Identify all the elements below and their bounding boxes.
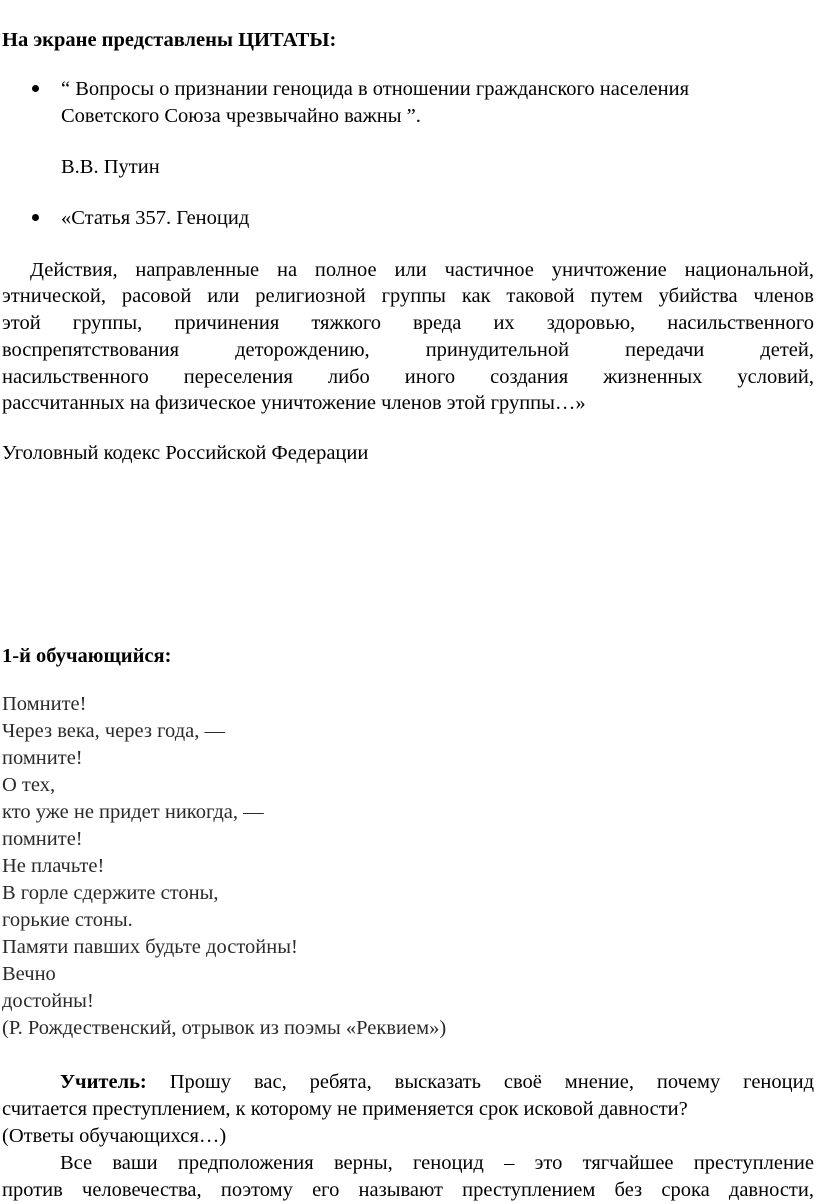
teacher-line [2,1069,814,1096]
teacher-line: считается преступлением, к которому не применяется срок исковой давности? [2,1098,688,1120]
quote2-body-line: этой группы, причинения тяжкого вреда их здоровью, насильственного [2,312,814,334]
quote2-body-line: насильственного переселения либо иного создания жизненных условий, [2,366,814,388]
poem-line: Через века, через года, — [2,720,225,742]
poem-line: Помните! [2,693,87,715]
poem-line: помните! [2,747,83,769]
poem-line: помните! [2,828,83,850]
teacher-answers: (Ответы обучающихся…) [2,1125,227,1147]
poem-line: В горле сдержите стоны, [2,882,219,904]
bullet-icon [32,214,39,221]
teacher-line: против человечества, поэтому его называют преступлением без срока давности, [2,1179,814,1201]
poem-line: горькие стоны. [2,909,133,931]
quotes-heading: На экране представлены ЦИТАТЫ: [2,29,337,51]
teacher-text: Прошу вас, ребята, высказать своё мнение, почему геноцид [169,1071,815,1093]
poem-line: достойны! [2,990,94,1012]
quote1-line1: “ Вопросы о признании геноцида в отношении гражданского населения [61,78,690,100]
teacher-line: Все ваши предположения верны, геноцид – это тягчайшее преступление [60,1152,814,1174]
quote2-body-line: рассчитанных на физическое уничтожение членов этой группы…» [2,392,586,414]
poem-line: (Р. Рождественский, отрывок из поэмы «Реквием») [2,1017,447,1039]
quote1-author: В.В. Путин [61,156,160,178]
quote2-body-line: Действия, направленные на полное или частичное уничтожение национальной, [30,259,814,281]
poem-line: кто уже не придет никогда, — [2,801,264,823]
poem-line: Памяти павших будьте достойны! [2,936,298,958]
quote2-body-line: воспрепятствования деторождению, принудительной передачи детей, [2,339,814,361]
quote2-source: Уголовный кодекс Российской Федерации [2,442,369,464]
poem-line: О тех, [2,774,56,796]
student1-heading: 1-й обучающийся: [2,645,172,667]
quote2-body-line: этнической, расовой или религиозной группы как таковой путем убийства членов [2,285,814,307]
poem-line: Не плачьте! [2,855,105,877]
poem-line: Вечно [2,963,56,985]
quote1-line2: Советского Союза чрезвычайно важны ”. [61,105,421,127]
quote2-title: «Статья 357. Геноцид [61,207,250,229]
bullet-icon [32,85,39,92]
teacher-label: Учитель: [60,1071,147,1093]
